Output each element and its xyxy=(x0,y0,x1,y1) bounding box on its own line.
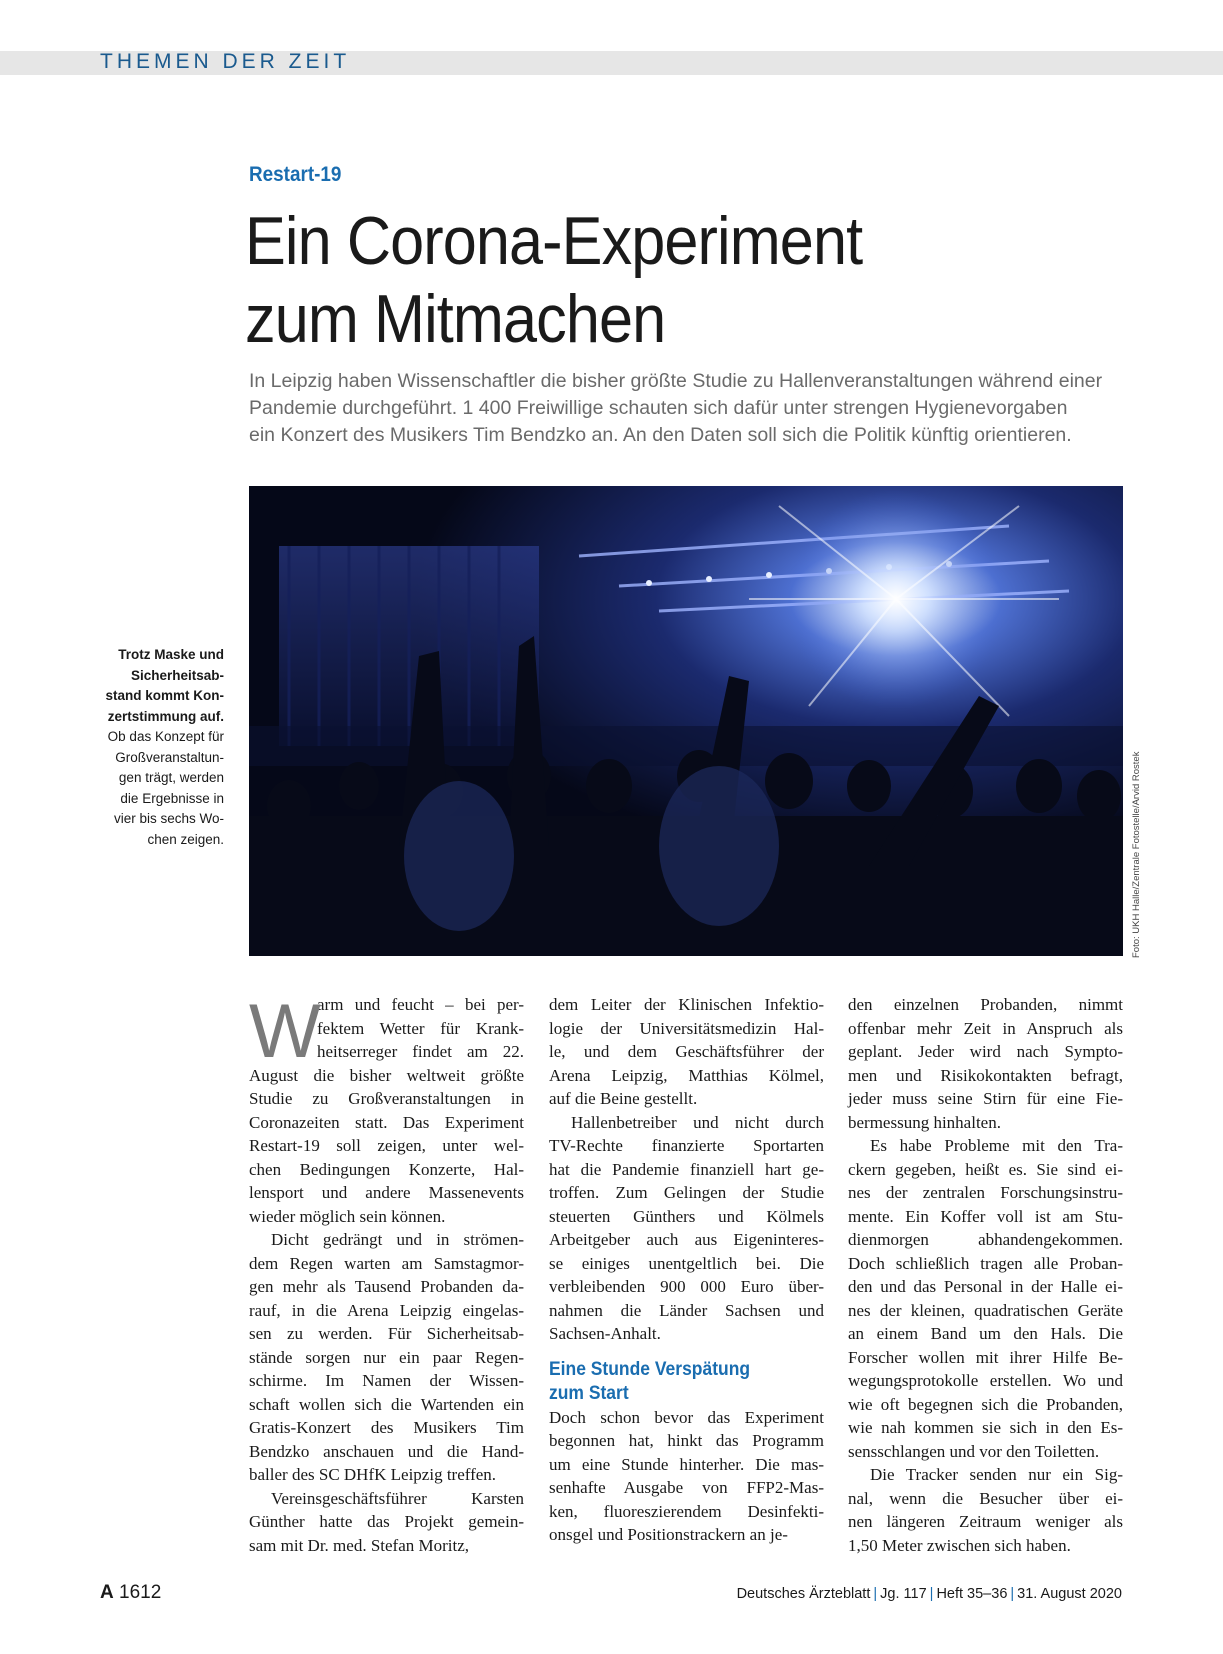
caption-line: die Ergebnisse in xyxy=(120,790,224,806)
lead-line: Pandemie durchgeführt. 1 400 Freiwillige schauten sich dafür unter strengen Hygienevorgaben xyxy=(249,397,1068,419)
body-line: geplant. Jeder wird nach Sympto- xyxy=(848,1042,1123,1061)
section-subheading xyxy=(549,1358,802,1406)
caption-line: Großveranstaltun- xyxy=(115,749,224,765)
body-line: onsgel und Positionstrackern an je- xyxy=(549,1525,788,1544)
body-line: baller des SC DHfK Leipzig treffen. xyxy=(249,1465,497,1484)
body-line: dem Leiter der Klinischen Infektio- xyxy=(549,995,824,1014)
journal-issue: Heft 35–36 xyxy=(936,1586,1008,1602)
body-line: Doch schon bevor das Experiment xyxy=(549,1407,824,1427)
concert-illustration xyxy=(249,486,1123,956)
body-line: men und Risikokontakten befragt, xyxy=(848,1065,1123,1085)
body-line: den einzelnen Probanden, nimmt xyxy=(848,995,1123,1014)
body-line: nes der kleinen, quadratischen Geräte xyxy=(848,1300,1123,1320)
body-line: le, und dem Geschäftsführer der xyxy=(549,1042,824,1061)
body-line: TV-Rechte finanzierte Sportarten xyxy=(549,1136,824,1155)
body-line: Dicht gedrängt und in strömen- xyxy=(271,1230,524,1249)
body-line: lensport und andere Massenevents xyxy=(249,1183,524,1202)
body-line: Arbeitgeber auch aus Eigeninteres- xyxy=(549,1230,824,1249)
body-line: ken, fluoreszierendem Desinfekti- xyxy=(549,1501,824,1521)
body-line: chen Bedingungen Konzerte, Hal- xyxy=(249,1159,524,1179)
body-line: Es habe Probleme mit den Tra- xyxy=(870,1136,1123,1155)
body-line: Gratis-Konzert des Musikers Tim xyxy=(249,1418,524,1437)
body-line: nes der zentralen Forschungsinstru- xyxy=(848,1183,1123,1202)
caption-line: chen zeigen. xyxy=(147,831,224,847)
body-line: troffen. Zum Gelingen der Studie xyxy=(549,1183,824,1202)
body-column-2 xyxy=(549,993,824,1547)
body-line: nen längeren Zeitraum weniger als xyxy=(848,1512,1123,1531)
body-line: Sachsen-Anhalt. xyxy=(549,1324,661,1343)
footer-info xyxy=(737,1586,1122,1602)
body-line: se einiges unentgeltlich bei. Die xyxy=(549,1253,824,1273)
caption-line: stand kommt Kon- xyxy=(105,688,224,703)
body-line: Hallenbetreiber und nicht durch xyxy=(571,1112,824,1132)
lead-line: ein Konzert des Musikers Tim Bendzko an. An den Daten soll sich die Politik künftig orientieren. xyxy=(249,424,1072,446)
headline-line: Ein Corona-Experiment xyxy=(245,203,863,279)
article-headline xyxy=(245,202,1055,358)
photo-credit: Foto: UKH Halle/Zentrale Fotostelle/Arvid Rostek xyxy=(1131,751,1142,958)
body-line: wie oft begegnen sich die Probanden, xyxy=(848,1394,1123,1414)
body-line: dienmorgen abhandengekommen. xyxy=(848,1230,1123,1249)
caption-line: Ob das Konzept für xyxy=(107,729,224,744)
body-line: begonnen hat, hinkt das Programm xyxy=(549,1431,824,1450)
body-line: dem Regen warten am Samstagmor- xyxy=(249,1253,524,1273)
caption-line: gen trägt, werden xyxy=(118,770,224,785)
page-number-value: 1612 xyxy=(119,1582,162,1603)
body-line: sensschlangen und vor den Toiletten. xyxy=(848,1441,1100,1461)
body-line: August die bisher weltweit größte xyxy=(249,1065,524,1085)
body-line: sen zu werden. Für Sicherheitsab- xyxy=(249,1324,524,1343)
body-line: offenbar mehr Zeit in Anspruch als xyxy=(848,1018,1123,1038)
body-line: gen mehr als Tausend Probanden da- xyxy=(249,1277,524,1296)
caption-line: zertstimmung auf. xyxy=(107,708,224,724)
body-line: heitserreger findet am 22. xyxy=(317,1042,524,1061)
lead-line: In Leipzig haben Wissenschaftler die bisher größte Studie zu Hallenveranstaltungen während einer xyxy=(249,370,1103,392)
body-line: nal, wenn die Besucher über ei- xyxy=(848,1488,1123,1508)
caption-line: Sicherheitsab- xyxy=(130,667,224,683)
body-line: schaft wollen sich die Wartenden ein xyxy=(249,1394,524,1414)
body-line: wegungsprotokolle erstellen. Wo und xyxy=(848,1371,1123,1390)
body-line: mente. Ein Koffer voll ist am Stu- xyxy=(848,1206,1123,1226)
body-line: bermessung hinhalten. xyxy=(848,1112,1001,1132)
body-line: Restart-19 soll zeigen, unter wel- xyxy=(249,1136,524,1155)
body-line: ckern gegeben, heißt es. Sie sind ei- xyxy=(848,1159,1123,1179)
body-line: 1,50 Meter zwischen sich haben. xyxy=(848,1535,1071,1555)
article-lead xyxy=(249,368,1129,449)
photo-caption xyxy=(76,645,224,850)
body-column-1 xyxy=(249,989,524,1557)
body-line: Vereinsgeschäftsführer Karsten xyxy=(271,1488,524,1508)
concert-photo xyxy=(249,486,1123,956)
body-line: fektem Wetter für Krank- xyxy=(317,1018,524,1038)
body-line: wie nah kommen sie sich in den Es- xyxy=(848,1418,1123,1437)
body-line: arm und feucht – bei per- xyxy=(317,995,524,1014)
body-line: Arena Leipzig, Matthias Kölmel, xyxy=(549,1065,824,1085)
body-line: Coronazeiten statt. Das Experiment xyxy=(249,1112,524,1132)
body-line: senhafte Ausgabe von FFP2-Mas- xyxy=(549,1478,824,1497)
body-line: logie der Universitätsmedizin Hal- xyxy=(549,1018,824,1038)
body-column-3 xyxy=(848,993,1123,1557)
page-number xyxy=(100,1582,161,1604)
footer-separator: | xyxy=(873,1586,878,1602)
footer-separator: | xyxy=(929,1586,934,1602)
body-line: Die Tracker senden nur ein Sig- xyxy=(870,1465,1123,1484)
journal-name: Deutsches Ärzteblatt xyxy=(736,1586,871,1602)
body-line: steuerten Günthers und Kölmels xyxy=(549,1206,824,1226)
body-line: jeder muss seine Stirn für eine Fie- xyxy=(848,1089,1123,1108)
body-line: hat die Pandemie finanziell hart ge- xyxy=(549,1159,824,1179)
body-line: Bendzko anschauen und die Hand- xyxy=(249,1441,524,1461)
page-prefix: A xyxy=(100,1582,114,1603)
body-line: um eine Stunde hinterher. Die mas- xyxy=(549,1454,824,1474)
journal-volume: Jg. 117 xyxy=(880,1586,927,1602)
body-line: rauf, in die Arena Leipzig eingelas- xyxy=(249,1300,524,1320)
section-label: THEMEN DER ZEIT xyxy=(100,50,351,73)
body-line: schirme. Im Namen der Wissen- xyxy=(249,1371,524,1390)
headline-line: zum Mitmachen xyxy=(245,281,666,357)
body-line: den und das Personal in der Halle ei- xyxy=(848,1277,1123,1296)
body-line: Studie zu Großveranstaltungen in xyxy=(249,1089,524,1108)
body-line: an einem Band um den Hals. Die xyxy=(848,1324,1123,1343)
footer-separator: | xyxy=(1010,1586,1015,1602)
journal-date: 31. August 2020 xyxy=(1017,1586,1122,1602)
caption-line: Trotz Maske und xyxy=(118,647,224,662)
body-line: stände sorgen nur ein paar Regen- xyxy=(249,1347,524,1367)
body-line: Forscher wollen mit ihrer Hilfe Be- xyxy=(848,1347,1123,1367)
body-line: wieder möglich sein können. xyxy=(249,1206,446,1226)
article-kicker: Restart-19 xyxy=(249,163,342,186)
caption-line: vier bis sechs Wo- xyxy=(113,811,224,826)
body-line: Doch schließlich tragen alle Proban- xyxy=(848,1253,1123,1273)
subheading-line: Eine Stunde Verspätung xyxy=(549,1358,751,1380)
body-line: Günther hatte das Projekt gemein- xyxy=(249,1512,524,1531)
drop-cap: W xyxy=(249,989,321,1074)
body-line: verbleibenden 900 000 Euro über- xyxy=(549,1277,824,1296)
body-line: nahmen die Länder Sachsen und xyxy=(549,1300,824,1320)
subheading-line: zum Start xyxy=(549,1382,629,1404)
body-line: auf die Beine gestellt. xyxy=(549,1089,698,1108)
body-line: sam mit Dr. med. Stefan Moritz, xyxy=(249,1535,470,1555)
